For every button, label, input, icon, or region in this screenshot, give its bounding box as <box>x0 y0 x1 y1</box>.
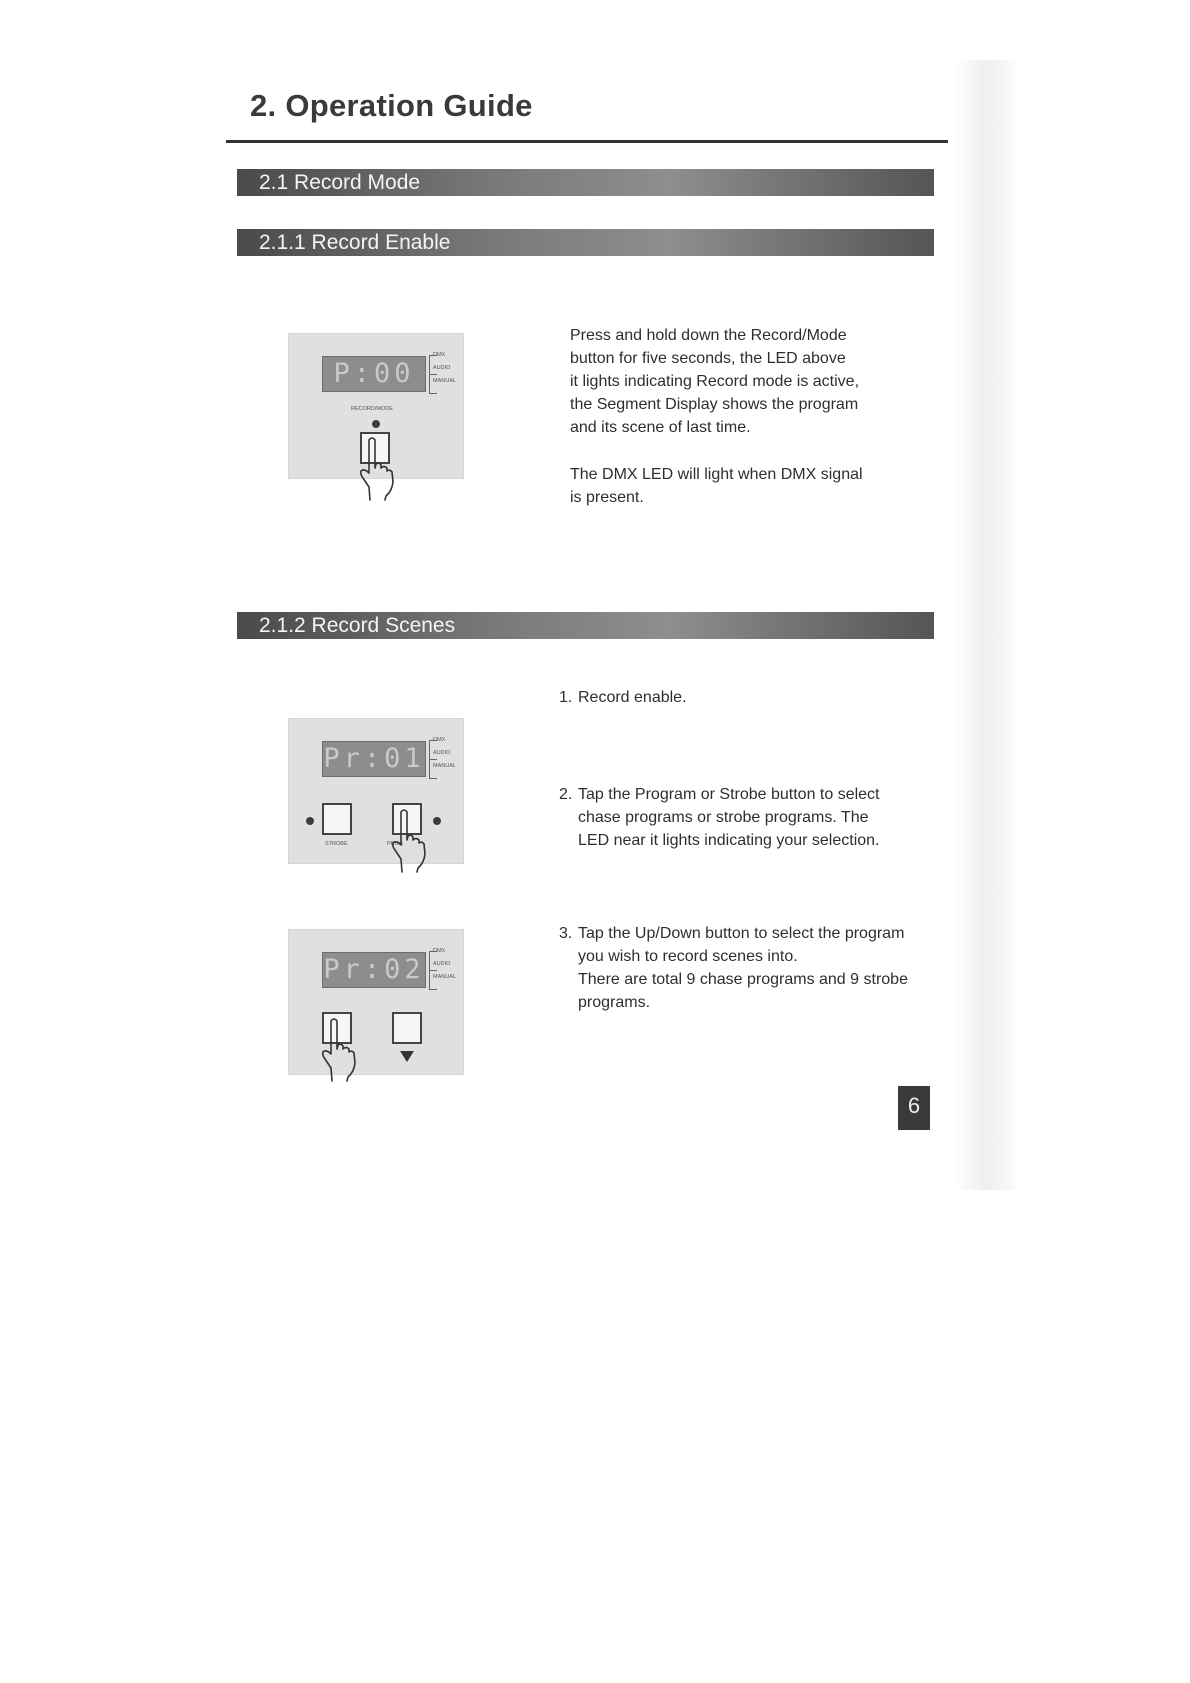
step-line: LED near it lights indicating your selection. <box>578 832 880 849</box>
indicator-labels <box>433 945 456 984</box>
section-bar-record-enable: 2.1.1 Record Enable <box>237 229 934 256</box>
record-enable-description <box>570 324 859 439</box>
section-bar-record-scenes: 2.1.2 Record Scenes <box>237 612 934 639</box>
indicator-manual: MANUAL <box>433 763 456 769</box>
step-line: you wish to record scenes into. <box>578 948 798 965</box>
step-number: 1. <box>559 689 573 706</box>
dmx-led-description <box>570 463 863 509</box>
program-strobe-panel-illustration <box>288 718 464 864</box>
step-line: programs. <box>578 994 651 1011</box>
dmx-line: is present. <box>570 489 644 506</box>
indicator-dmx: DMX <box>433 737 446 743</box>
hand-pointer-icon <box>319 1015 369 1081</box>
step-line: Tap the Up/Down button to select the program <box>578 925 905 942</box>
strobe-button-label: STROBE <box>325 841 348 847</box>
indicator-audio: AUDIO <box>433 750 451 756</box>
hand-pointer-icon <box>357 434 407 500</box>
step-1 <box>559 686 687 709</box>
down-arrow-icon <box>400 1051 414 1062</box>
dmx-line: The DMX LED will light when DMX signal <box>570 466 863 483</box>
section-bar-record-mode: 2.1 Record Mode <box>237 169 934 196</box>
segment-display: Pr:02 <box>322 952 426 988</box>
indicator-labels <box>433 734 456 773</box>
indicator-manual: MANUAL <box>433 378 456 384</box>
record-enable-line: Press and hold down the Record/Mode <box>570 327 847 344</box>
record-mode-button-label: RECORD/MODE <box>351 406 393 412</box>
hand-pointer-icon <box>389 806 439 872</box>
step-2 <box>559 783 880 852</box>
step-number: 3. <box>559 925 573 942</box>
title-rule <box>226 140 948 143</box>
indicator-audio: AUDIO <box>433 961 451 967</box>
segment-display: Pr:01 <box>322 741 426 777</box>
indicator-audio: AUDIO <box>433 365 451 371</box>
indicator-manual: MANUAL <box>433 974 456 980</box>
page-title: 2. Operation Guide <box>250 88 533 123</box>
record-enable-line: it lights indicating Record mode is active, <box>570 373 860 390</box>
indicator-labels <box>433 349 456 388</box>
up-down-panel-illustration <box>288 929 464 1075</box>
page-number: 6 <box>898 1086 930 1130</box>
indicator-dmx: DMX <box>433 352 446 358</box>
strobe-led-icon <box>306 817 314 825</box>
step-number: 2. <box>559 786 573 803</box>
program-button-label: PROG <box>387 841 404 847</box>
strobe-button <box>322 803 352 835</box>
step-line: Tap the Program or Strobe button to select <box>578 786 880 803</box>
record-enable-line: and its scene of last time. <box>570 419 751 436</box>
record-enable-line: button for five seconds, the LED above <box>570 350 846 367</box>
record-enable-line: the Segment Display shows the program <box>570 396 859 413</box>
segment-display: P:00 <box>322 356 426 392</box>
indicator-dmx: DMX <box>433 948 446 954</box>
page-edge-shadow <box>955 60 1015 1190</box>
led-icon <box>372 420 380 428</box>
step-line: Record enable. <box>578 689 687 706</box>
record-mode-panel-illustration <box>288 333 464 479</box>
down-button <box>392 1012 422 1044</box>
step-line: There are total 9 chase programs and 9 strobe <box>578 971 908 988</box>
step-line: chase programs or strobe programs. The <box>578 809 869 826</box>
step-3 <box>559 922 908 1014</box>
